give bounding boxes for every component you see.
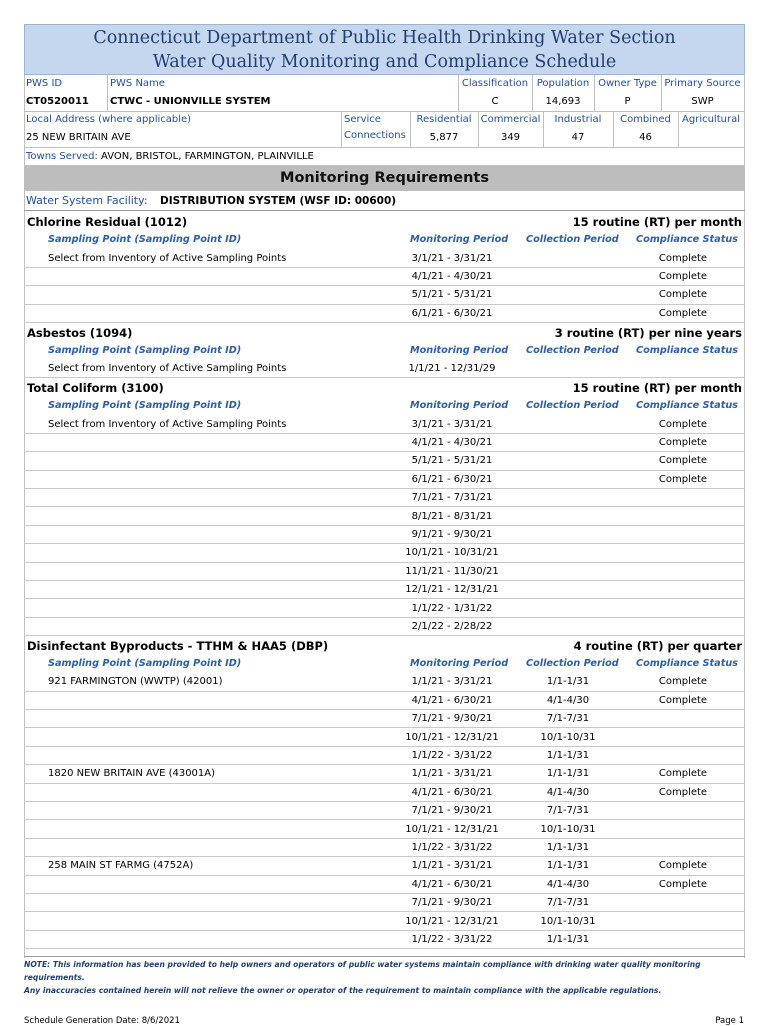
primary-source-value: SWP	[691, 96, 714, 107]
collection-period: 10/1-10/31	[540, 915, 596, 927]
table-row	[24, 360, 745, 378]
table-row	[24, 452, 745, 470]
section-name: Total Coliform (3100)	[27, 381, 164, 395]
primary-source-label: Primary Source	[664, 78, 741, 89]
monitoring-period: 7/1/21 - 7/31/21	[411, 492, 493, 504]
collection-period: 4/1-4/30	[546, 878, 590, 890]
monitoring-period: 7/1/21 - 9/30/21	[411, 713, 493, 725]
sampling-point: 921 FARMINGTON (WWTP) (42001)	[48, 676, 223, 688]
monitoring-period: 7/1/21 - 9/30/21	[411, 805, 493, 817]
monitoring-period: 1/1/21 - 12/31/29	[408, 363, 496, 375]
table-row	[24, 729, 745, 747]
monitoring-period: 4/1/21 - 6/30/21	[411, 878, 493, 890]
table-row	[24, 710, 745, 728]
table-row	[24, 434, 745, 452]
compliance-status: Complete	[658, 473, 708, 485]
monitoring-period: 10/1/21 - 12/31/21	[405, 915, 499, 927]
agricultural-label: Agricultural	[682, 114, 740, 125]
table-row	[24, 839, 745, 857]
compliance-status: Complete	[658, 289, 708, 301]
section-title	[24, 637, 745, 655]
disclaimer-note	[24, 958, 745, 997]
monitoring-period: 3/1/21 - 3/31/21	[411, 252, 493, 264]
generation-date: Schedule Generation Date: 8/6/2021	[24, 1016, 180, 1026]
monitoring-period: 4/1/21 - 4/30/21	[411, 270, 493, 282]
classification-value: C	[491, 96, 499, 107]
facility-row	[24, 192, 745, 210]
table-row	[24, 618, 745, 636]
table-row	[24, 508, 745, 526]
collection-period: 1/1-1/31	[546, 676, 590, 688]
col-monitoring-period: Monitoring Period	[410, 344, 509, 356]
sampling-point: 258 MAIN ST FARMG (4752A)	[48, 860, 194, 872]
column-headers	[24, 655, 745, 673]
section-name: Chlorine Residual (1012)	[27, 215, 188, 229]
towns-label: Towns Served:	[26, 151, 98, 162]
monitoring-period: 11/1/21 - 11/30/21	[405, 565, 499, 577]
section-name: Asbestos (1094)	[27, 325, 133, 340]
col-sampling-point: Sampling Point (Sampling Point ID)	[48, 400, 242, 411]
address-value: 25 NEW BRITAIN AVE	[26, 132, 131, 143]
col-monitoring-period: Monitoring Period	[410, 234, 509, 245]
table-row	[24, 821, 745, 839]
table-row	[24, 489, 745, 507]
table-row	[24, 765, 745, 783]
pws-id-value: CT0520011	[26, 96, 89, 107]
col-monitoring-period: Monitoring Period	[410, 657, 509, 669]
compliance-status: Complete	[658, 307, 708, 319]
monitoring-period: 1/1/22 - 1/31/22	[411, 602, 493, 614]
pws-id-label: PWS ID	[26, 78, 63, 89]
collection-period: 7/1-7/31	[546, 897, 590, 909]
col-collection-period: Collection Period	[526, 234, 619, 245]
compliance-status: Complete	[658, 786, 708, 798]
table-row	[24, 526, 745, 544]
address-label: Local Address (where applicable)	[26, 114, 192, 125]
monitoring-period: 6/1/21 - 6/30/21	[411, 473, 493, 485]
sampling-point: Select from Inventory of Active Sampling Points	[48, 363, 287, 375]
monitoring-period: 5/1/21 - 5/31/21	[411, 289, 493, 301]
disclaimer-line-2: Any inaccuracies contained herein will not relieve the owner or operator of the requirement to maintain compliance with the applicable regulations.	[24, 986, 662, 995]
combined-label: Combined	[620, 114, 671, 125]
column-headers	[24, 231, 745, 249]
compliance-status: Complete	[658, 860, 708, 872]
monitoring-period: 4/1/21 - 6/30/21	[411, 786, 493, 798]
section-name: Disinfectant Byproducts - TTHM & HAA5 (DBP)	[27, 638, 329, 653]
compliance-status: Complete	[658, 878, 708, 890]
collection-period: 10/1-10/31	[540, 823, 596, 835]
title-line-1: Connecticut Department of Public Health Drinking Water Section	[93, 28, 676, 48]
section-frequency: 15 routine (RT) per month	[572, 381, 742, 395]
col-collection-period: Collection Period	[526, 344, 619, 356]
monitoring-period: 10/1/21 - 10/31/21	[405, 547, 499, 559]
monitoring-period: 9/1/21 - 9/30/21	[411, 528, 493, 540]
col-sampling-point: Sampling Point (Sampling Point ID)	[48, 657, 242, 669]
col-compliance-status: Compliance Status	[636, 657, 738, 669]
facility-label: Water System Facility:	[26, 194, 148, 207]
table-row	[24, 544, 745, 562]
monitoring-period: 2/1/22 - 2/28/22	[411, 620, 493, 632]
owner-type-label: Owner Type	[598, 78, 657, 89]
monitoring-period: 12/1/21 - 12/31/21	[405, 584, 499, 596]
monitoring-period: 10/1/21 - 12/31/21	[405, 731, 499, 743]
compliance-status: Complete	[658, 694, 708, 706]
column-headers	[24, 397, 745, 415]
col-compliance-status: Compliance Status	[636, 400, 738, 411]
table-row	[24, 673, 745, 691]
monitoring-period: 4/1/21 - 4/30/21	[411, 436, 493, 448]
table-row	[24, 581, 745, 599]
sampling-point: Select from Inventory of Active Sampling Points	[48, 252, 287, 264]
table-row	[24, 250, 745, 268]
monitoring-period: 8/1/21 - 8/31/21	[411, 510, 493, 522]
commercial-label: Commercial	[480, 114, 541, 125]
table-row	[24, 784, 745, 802]
owner-type-value: P	[624, 96, 631, 107]
table-row	[24, 286, 745, 304]
disclaimer-line-1: NOTE: This information has been provided to help owners and operators of public water systems maintain compliance with drinking water quality monitoring requirements.	[24, 960, 701, 982]
pws-name-value: CTWC - UNIONVILLE SYSTEM	[110, 96, 271, 107]
col-sampling-point: Sampling Point (Sampling Point ID)	[48, 344, 242, 356]
table-row	[24, 913, 745, 931]
compliance-status: Complete	[658, 418, 708, 430]
sampling-point: Select from Inventory of Active Sampling Points	[48, 418, 287, 430]
monitoring-period: 3/1/21 - 3/31/21	[411, 418, 493, 430]
collection-period: 1/1-1/31	[546, 933, 590, 945]
monitoring-period: 1/1/22 - 3/31/22	[411, 933, 493, 945]
system-info	[24, 75, 745, 166]
residential-value: 5,877	[429, 132, 459, 143]
pws-name-label: PWS Name	[110, 78, 165, 89]
col-collection-period: Collection Period	[526, 657, 619, 669]
section-title	[24, 379, 745, 397]
col-compliance-status: Compliance Status	[636, 344, 738, 356]
title-banner	[24, 24, 745, 75]
monitoring-period: 1/1/21 - 3/31/21	[411, 676, 493, 688]
monitoring-period: 1/1/22 - 3/31/22	[411, 749, 493, 761]
service-label-2: Connections	[344, 130, 406, 141]
compliance-status: Complete	[658, 436, 708, 448]
towns-value: AVON, BRISTOL, FARMINGTON, PLAINVILLE	[101, 151, 314, 162]
collection-period: 1/1-1/31	[546, 768, 590, 780]
monitoring-period: 4/1/21 - 6/30/21	[411, 694, 493, 706]
page-number: Page 1	[715, 1016, 744, 1026]
monitoring-period: 5/1/21 - 5/31/21	[411, 455, 493, 467]
table-row	[24, 894, 745, 912]
table-row	[24, 857, 745, 875]
monitoring-period: 6/1/21 - 6/30/21	[411, 307, 493, 319]
collection-period: 1/1-1/31	[546, 749, 590, 761]
table-row	[24, 268, 745, 286]
combined-value: 46	[639, 132, 652, 143]
table-row	[24, 416, 745, 434]
industrial-label: Industrial	[554, 114, 602, 125]
title-line-2: Water Quality Monitoring and Compliance Schedule	[152, 52, 617, 72]
section-title	[24, 324, 745, 342]
table-row	[24, 692, 745, 710]
population-value: 14,693	[545, 96, 581, 107]
collection-period: 1/1-1/31	[546, 860, 590, 872]
industrial-value: 47	[571, 132, 585, 143]
collection-period: 7/1-7/31	[546, 713, 590, 725]
table-row	[24, 747, 745, 765]
monitoring-heading: Monitoring Requirements	[24, 166, 745, 191]
compliance-status: Complete	[658, 768, 708, 780]
collection-period: 10/1-10/31	[540, 731, 596, 743]
monitoring-period: 7/1/21 - 9/30/21	[411, 897, 493, 909]
section-frequency: 15 routine (RT) per month	[572, 215, 742, 229]
compliance-status: Complete	[658, 676, 708, 688]
col-sampling-point: Sampling Point (Sampling Point ID)	[48, 234, 242, 245]
section-title	[24, 213, 745, 231]
table-row	[24, 600, 745, 618]
section-frequency: 3 routine (RT) per nine years	[554, 325, 742, 340]
residential-label: Residential	[416, 114, 472, 125]
collection-period: 4/1-4/30	[546, 694, 590, 706]
col-monitoring-period: Monitoring Period	[410, 400, 509, 411]
col-collection-period: Collection Period	[526, 400, 619, 411]
sampling-point: 1820 NEW BRITAIN AVE (43001A)	[48, 768, 216, 780]
col-compliance-status: Compliance Status	[636, 234, 738, 245]
table-row	[24, 471, 745, 489]
facility-value: DISTRIBUTION SYSTEM (WSF ID: 00600)	[160, 195, 397, 207]
collection-period: 1/1-1/31	[546, 841, 590, 853]
monitoring-period: 1/1/22 - 3/31/22	[411, 841, 493, 853]
service-label-1: Service	[344, 114, 381, 125]
collection-period: 7/1-7/31	[546, 805, 590, 817]
compliance-status: Complete	[658, 270, 708, 282]
table-row	[24, 876, 745, 894]
population-label: Population	[536, 78, 590, 89]
table-row	[24, 931, 745, 949]
commercial-value: 349	[500, 132, 521, 143]
collection-period: 4/1-4/30	[546, 786, 590, 798]
table-row	[24, 563, 745, 581]
compliance-status: Complete	[658, 455, 708, 467]
monitoring-period: 1/1/21 - 3/31/21	[411, 860, 493, 872]
table-row	[24, 802, 745, 820]
section-frequency: 4 routine (RT) per quarter	[573, 638, 742, 653]
column-headers	[24, 342, 745, 360]
monitoring-period: 10/1/21 - 12/31/21	[405, 823, 499, 835]
monitoring-period: 1/1/21 - 3/31/21	[411, 768, 493, 780]
classification-label: Classification	[461, 78, 529, 89]
compliance-status: Complete	[658, 252, 708, 264]
table-row	[24, 305, 745, 323]
